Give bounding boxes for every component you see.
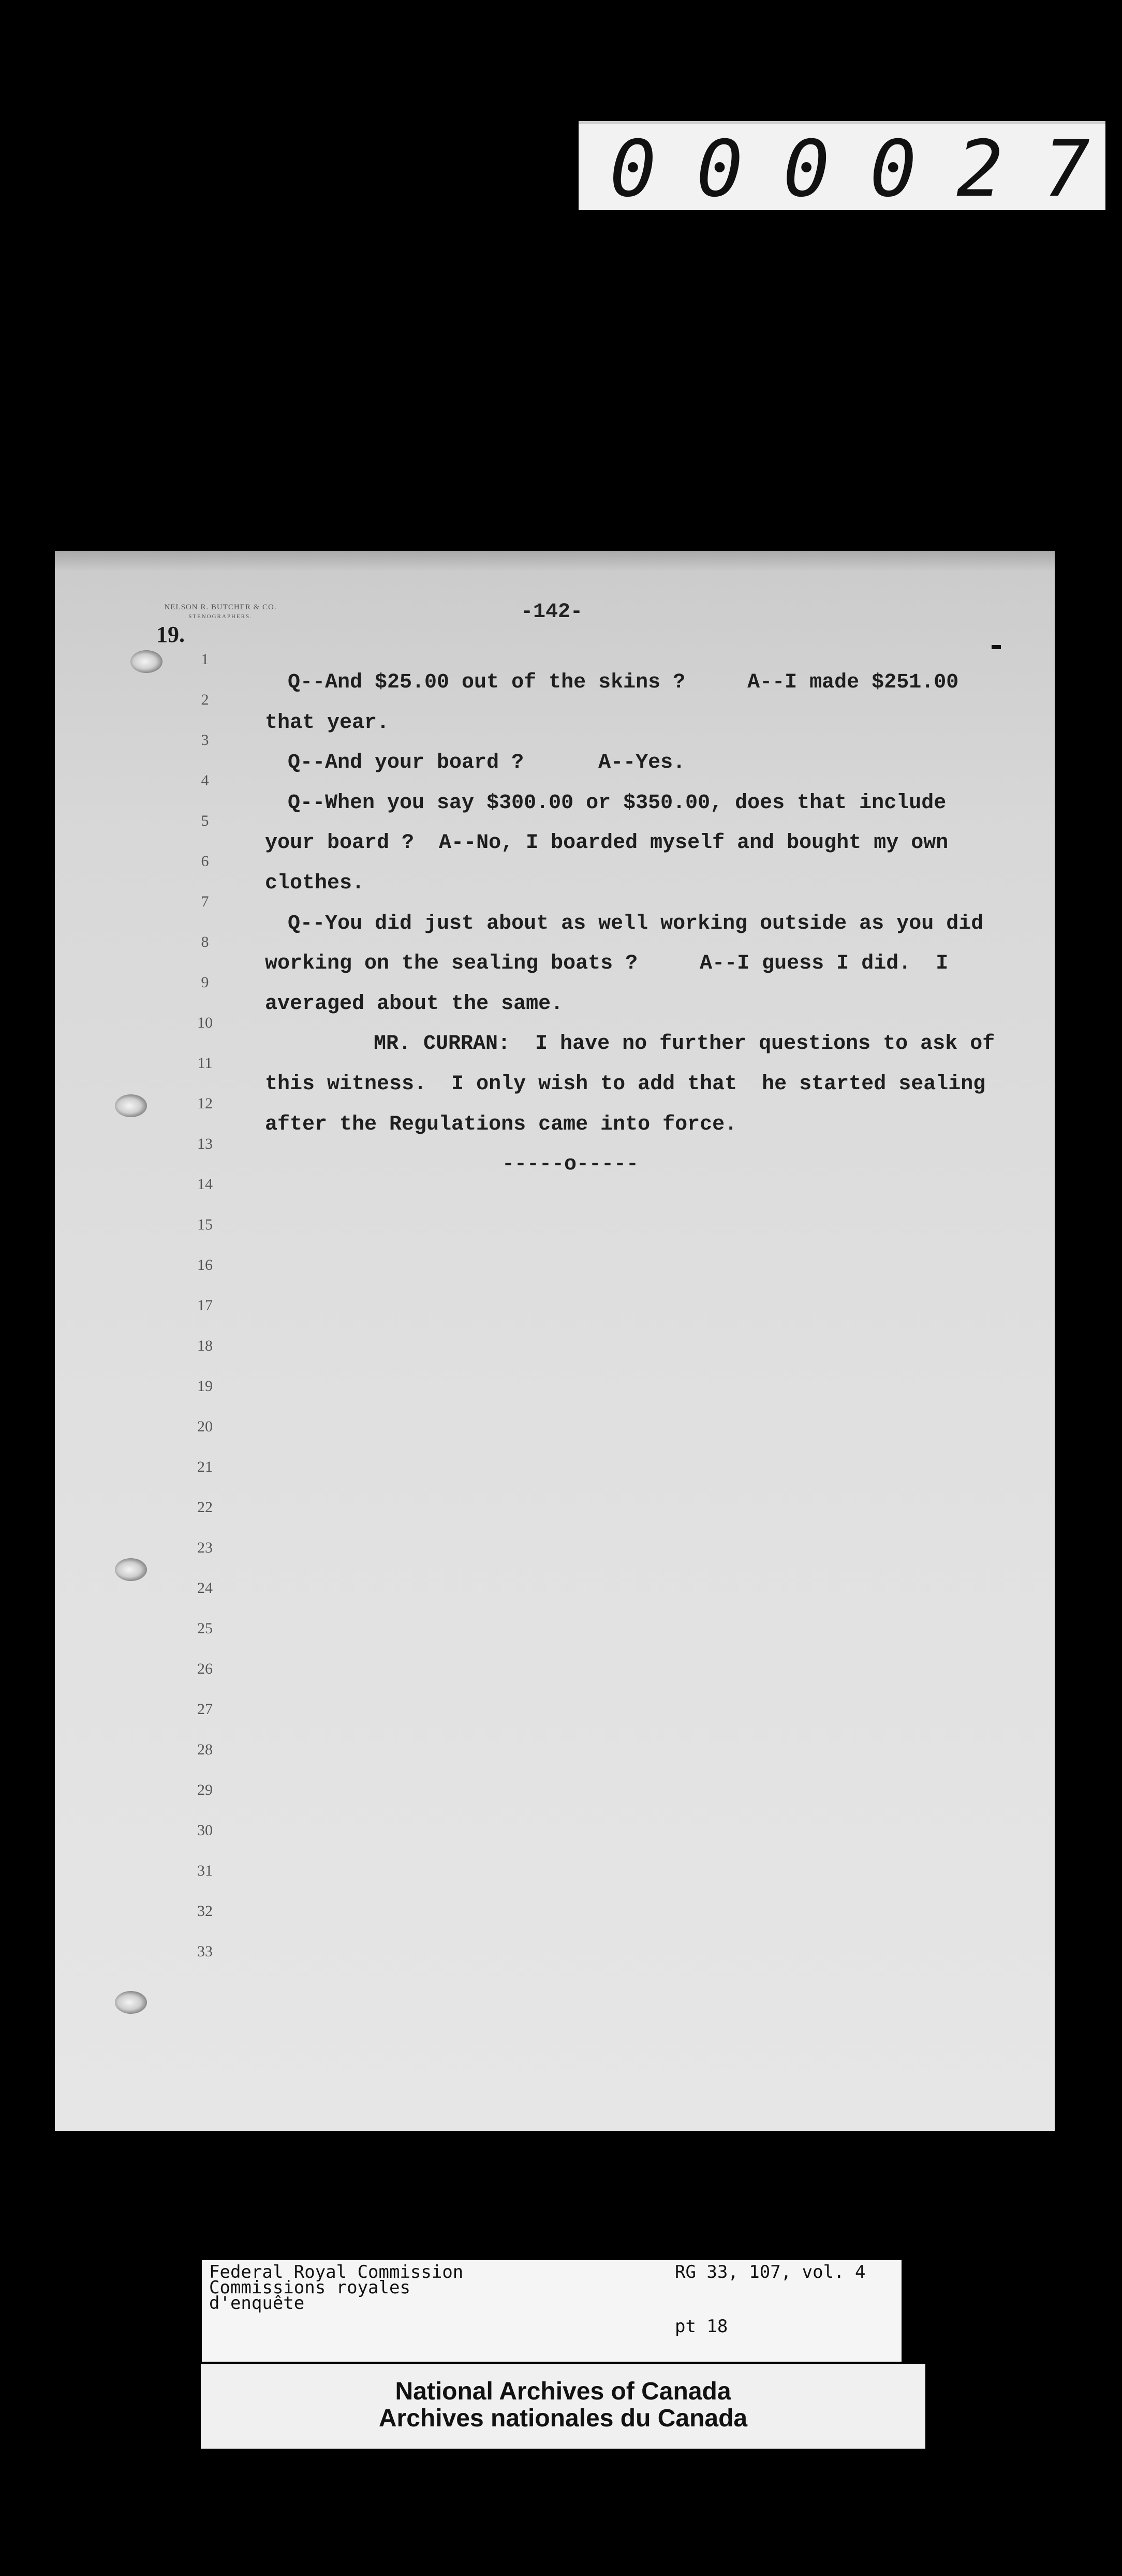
text-line: clothes. [265, 871, 365, 895]
collection-name [209, 2262, 464, 2314]
testimony-text [265, 663, 1031, 1185]
text-line: working on the sealing boats ? A--I guess I did. I [265, 952, 949, 976]
text-line: Q--You did just about as well working outside as you did [288, 912, 984, 935]
reference-card [202, 2260, 902, 2362]
line-number: 18 [197, 1337, 213, 1354]
archive-card [201, 2364, 925, 2449]
frame-digit: 0 [696, 124, 743, 214]
line-number: 8 [201, 933, 209, 950]
frame-number [599, 124, 1100, 214]
letterhead [143, 603, 298, 621]
line-number: 17 [197, 1297, 213, 1314]
line-number: 33 [197, 1943, 213, 1960]
line-number: 12 [197, 1095, 213, 1112]
line-number: 28 [197, 1741, 213, 1758]
frame-digit: 7 [1043, 124, 1090, 214]
line-number: 3 [201, 731, 209, 749]
line-number: 29 [197, 1781, 213, 1798]
line-number: 14 [197, 1176, 213, 1193]
line-number-gutter [184, 649, 226, 1982]
line-number: 27 [197, 1701, 213, 1718]
text-line: Q--When you say $300.00 or $350.00, does that include [288, 791, 947, 815]
text-line: that year. [265, 711, 390, 735]
letterhead-firm: NELSON R. BUTCHER & CO. [164, 603, 277, 611]
frame-digit: 0 [783, 124, 830, 214]
line-number: 26 [197, 1660, 213, 1677]
line-number: 7 [201, 893, 209, 910]
line-number: 9 [201, 974, 209, 991]
frame-digit: 0 [609, 124, 657, 214]
section-divider: -----o----- [501, 1153, 639, 1177]
page-number: -142- [521, 601, 583, 624]
line-number: 10 [197, 1014, 213, 1031]
corner-mark [992, 645, 1001, 649]
transcript-page [55, 551, 1055, 2131]
collection-en: Federal Royal Commission [209, 2262, 464, 2282]
text-line: MR. CURRAN: I have no further questions to ask of [374, 1032, 995, 1056]
line-number: 30 [197, 1822, 213, 1839]
line-number: 11 [197, 1055, 213, 1072]
record-group: RG 33, 107, vol. 4 [675, 2262, 866, 2282]
line-number: 4 [201, 772, 209, 789]
text-line: Q--And your board ? A--Yes. [288, 751, 686, 775]
line-number: 16 [197, 1256, 213, 1274]
sheet-number: 19. [156, 622, 185, 647]
line-number: 13 [197, 1135, 213, 1152]
collection-fr-2: d'enquête [209, 2293, 305, 2314]
text-line: this witness. I only wish to add that he started sealing [265, 1072, 986, 1096]
punch-hole [115, 1558, 147, 1581]
archive-name-en: National Archives of Canada [395, 2378, 731, 2405]
line-number: 31 [197, 1862, 213, 1879]
punch-hole [115, 1094, 147, 1117]
text-line: after the Regulations came into force. [265, 1113, 737, 1136]
collection-fr-1: Commissions royales [209, 2277, 410, 2298]
line-number: 24 [197, 1579, 213, 1597]
frame-digit: 2 [956, 124, 1003, 214]
punch-hole [130, 650, 163, 673]
line-number: 6 [201, 853, 209, 870]
line-number: 19 [197, 1378, 213, 1395]
punch-hole [115, 1991, 147, 2014]
line-number: 20 [197, 1418, 213, 1435]
line-number: 23 [197, 1539, 213, 1556]
record-part: pt 18 [675, 2316, 728, 2337]
line-number: 32 [197, 1902, 213, 1920]
line-number: 21 [197, 1458, 213, 1475]
letterhead-subtitle: STENOGRAPHERS. [188, 613, 253, 620]
text-line: averaged about the same. [265, 992, 564, 1016]
line-number: 1 [201, 651, 209, 668]
line-number: 15 [197, 1216, 213, 1233]
frame-digit: 0 [869, 124, 917, 214]
line-number: 5 [201, 812, 209, 829]
line-number: 2 [201, 691, 209, 708]
text-line: Q--And $25.00 out of the skins ? A--I made $251.00 [288, 671, 959, 694]
archive-name-fr: Archives nationales du Canada [378, 2405, 748, 2432]
line-number: 25 [197, 1620, 213, 1637]
text-line: your board ? A--No, I boarded myself and bought my own [265, 831, 949, 855]
line-number: 22 [197, 1499, 213, 1516]
frame-number-plate [579, 121, 1105, 214]
